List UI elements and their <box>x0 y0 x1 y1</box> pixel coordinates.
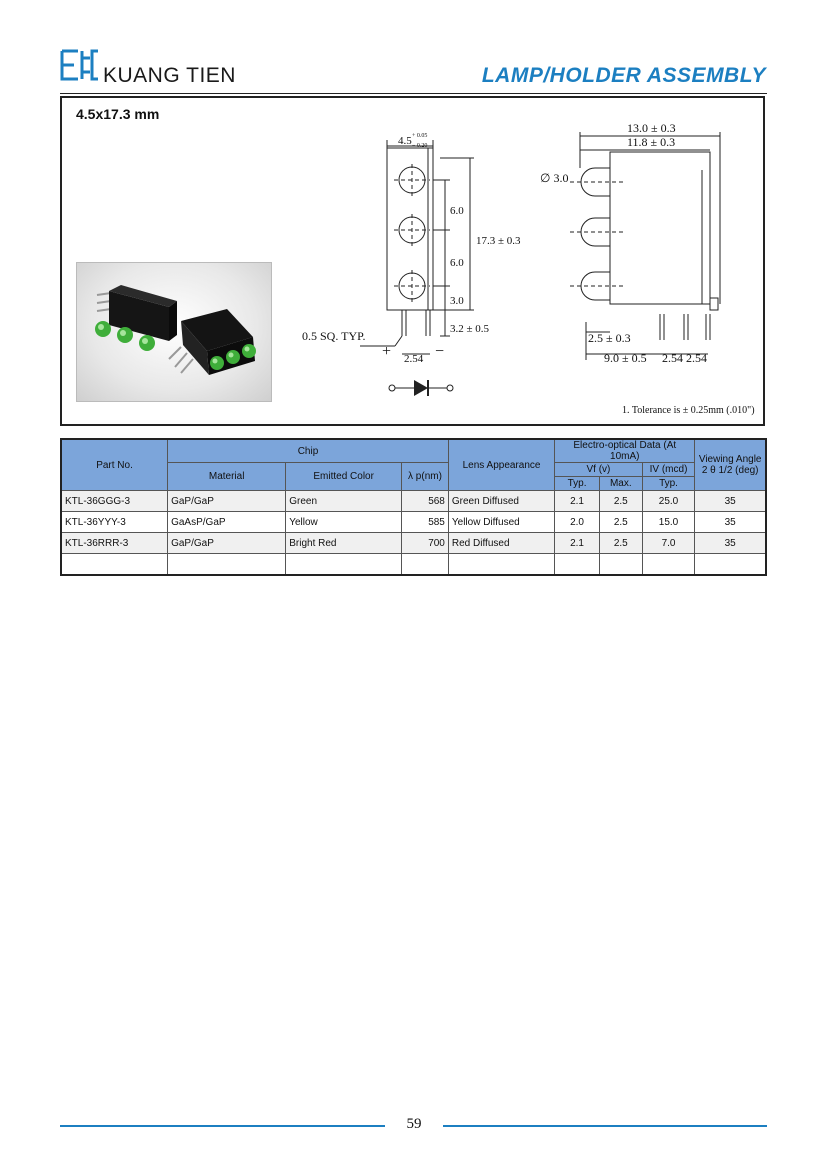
dim-pitch-b: 2.54 <box>686 351 707 365</box>
header-emitted-color: Emitted Color <box>286 463 402 491</box>
dim-pin-length: 3.2 ± 0.5 <box>450 323 490 335</box>
pin-note: 0.5 SQ. TYP. <box>302 329 366 343</box>
cell-vf-typ: 2.0 <box>555 512 600 533</box>
dim-lens: ∅ 3.0 <box>540 171 569 185</box>
cell-iv-typ: 7.0 <box>642 533 695 554</box>
page-title: LAMP/HOLDER ASSEMBLY <box>481 64 766 87</box>
dim-pitch-a: 2.54 <box>662 351 683 365</box>
cell-color: Yellow <box>286 512 402 533</box>
product-photo-image <box>77 263 271 401</box>
brand-name: KUANG TIEN <box>103 64 236 87</box>
cell-angle: 35 <box>695 533 766 554</box>
cell-vf-max: 2.5 <box>599 491 642 512</box>
cell-part: KTL-36GGG-3 <box>61 491 168 512</box>
dim-pitch-1: 6.0 <box>450 205 464 217</box>
table-row <box>61 533 766 554</box>
header-iv-typ: Typ. <box>642 477 695 491</box>
cell-vf-typ: 2.1 <box>555 533 600 554</box>
header-material: Material <box>168 463 286 491</box>
pin-spacing: 2.54 <box>404 353 424 365</box>
table-row-empty <box>61 554 766 576</box>
technical-drawing <box>290 110 760 410</box>
cell-iv-typ: 25.0 <box>642 491 695 512</box>
cell-color: Bright Red <box>286 533 402 554</box>
header-iv: IV (mcd) <box>642 463 695 477</box>
size-label: 4.5x17.3 mm <box>76 106 160 122</box>
cell-vf-typ: 2.1 <box>555 491 600 512</box>
header-rule <box>60 93 767 94</box>
header-vf: Vf (v) <box>555 463 642 477</box>
cell-lens: Red Diffused <box>448 533 554 554</box>
cell-lambda: 585 <box>402 512 449 533</box>
cell-part: KTL-36YYY-3 <box>61 512 168 533</box>
cell-lambda: 568 <box>402 491 449 512</box>
header-vf-typ: Typ. <box>555 477 600 491</box>
dim-width-plus: + 0.05 <box>412 133 428 139</box>
cell-material: GaAsP/GaP <box>168 512 286 533</box>
header-lambda: λ p(nm) <box>402 463 449 491</box>
dim-offset: 9.0 ± 0.5 <box>604 351 647 365</box>
dim-overall: 13.0 ± 0.3 <box>627 121 676 135</box>
header-viewing-angle-label: Viewing Angle <box>698 454 762 465</box>
cell-vf-max: 2.5 <box>599 533 642 554</box>
cell-lens: Yellow Diffused <box>448 512 554 533</box>
cell-angle: 35 <box>695 491 766 512</box>
cell-vf-max: 2.5 <box>599 512 642 533</box>
dim-pitch-2: 6.0 <box>450 257 464 269</box>
tolerance-note: 1. Tolerance is ± 0.25mm (.010") <box>622 405 755 416</box>
diode-symbol-icon <box>414 380 428 396</box>
spec-table <box>60 438 767 576</box>
polarity-plus: + <box>382 343 392 360</box>
header-viewing-angle-sub: 2 θ 1/2 (deg) <box>701 465 759 476</box>
cell-lambda: 700 <box>402 533 449 554</box>
dim-length: 17.3 ± 0.3 <box>476 235 521 247</box>
polarity-minus: − <box>435 343 445 360</box>
dim-bottom: 3.0 <box>450 295 464 307</box>
header-lens: Lens Appearance <box>448 439 554 491</box>
footer-line-left <box>60 1125 385 1127</box>
right-holder-illustration <box>169 309 256 375</box>
page-number: 59 <box>406 1116 422 1132</box>
cell-angle: 35 <box>695 512 766 533</box>
cell-material: GaP/GaP <box>168 533 286 554</box>
dim-standoff: 2.5 ± 0.3 <box>588 331 631 345</box>
cell-material: GaP/GaP <box>168 491 286 512</box>
product-photo <box>76 262 272 402</box>
table-row <box>61 512 766 533</box>
table-row <box>61 491 766 512</box>
header-part-no: Part No. <box>61 439 168 491</box>
dim-width-minus: − 0.20 <box>412 143 428 149</box>
header-eo-data: Electro-optical Data (At 10mA) <box>555 439 695 463</box>
left-holder-illustration <box>93 285 177 353</box>
cell-lens: Green Diffused <box>448 491 554 512</box>
header-chip: Chip <box>168 439 449 463</box>
dim-width-main: 4.5 <box>398 135 412 147</box>
cell-part: KTL-36RRR-3 <box>61 533 168 554</box>
side-view-body <box>610 152 710 304</box>
header-viewing-angle <box>695 439 766 491</box>
kuang-tien-logo-icon <box>60 48 100 82</box>
header-vf-max: Max. <box>599 477 642 491</box>
cell-color: Green <box>286 491 402 512</box>
cell-iv-typ: 15.0 <box>642 512 695 533</box>
footer-line-right <box>443 1125 767 1127</box>
dim-body: 11.8 ± 0.3 <box>627 135 676 149</box>
